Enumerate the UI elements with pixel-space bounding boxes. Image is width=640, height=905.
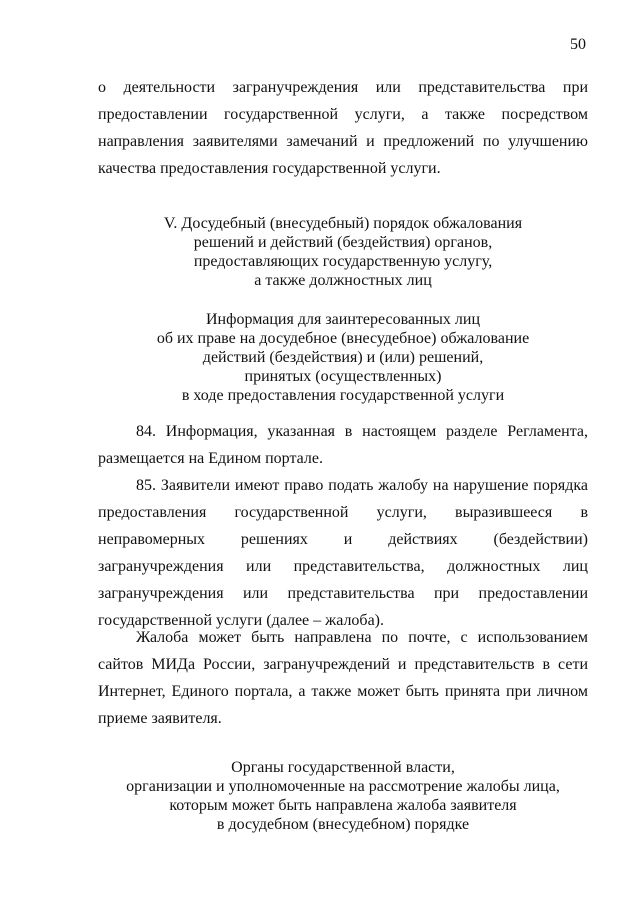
paragraph-85: 85. Заявители имеют право подать жалобу на нарушение порядка предоставления государственной услуги, выразившееся в неправомерных решениях и действиях (бездействии) загранучреждения или представительства, должностных лиц загранучреждения или представительства при предоставлении государственной услуги (далее – жалоба). xyxy=(98,477,588,629)
subheading-bodies-line: Органы государственной власти, xyxy=(231,759,455,776)
subheading-bodies-line: организации и уполномоченные на рассмотрение жалобы лица, xyxy=(126,778,560,795)
paragraph-complaint: Жалоба может быть направлена по почте, с использованием сайтов МИДа России, загранучреждений и представительств в сети Интернет, Единого портала, а также может быть принята при личном приеме заявителя. xyxy=(98,629,588,727)
paragraph-continuation: о деятельности загранучреждения или представительства при предоставлении государственной услуги, а также посредством направления заявителями замечаний и предложений по улучшению качества предоставления государственной услуги. xyxy=(98,79,588,177)
subheading-info-line: Информация для заинтересованных лиц xyxy=(206,311,480,328)
paragraph-block-top xyxy=(98,74,588,182)
page-number: 50 xyxy=(570,36,586,53)
subheading-info-line: в ходе предоставления государственной услуги xyxy=(181,387,505,404)
subheading-bodies xyxy=(98,758,588,834)
subheading-info-line: об их праве на досудебное (внесудебное) обжалование xyxy=(156,330,530,347)
paragraph-block-complaint xyxy=(98,624,588,732)
paragraph-84: 84. Информация, указанная в настоящем разделе Регламента, размещается на Едином портале. xyxy=(98,423,588,467)
section-heading-line: решений и действий (бездействия) органов, xyxy=(193,234,493,251)
section-heading-line: предоставляющих государственную услугу, xyxy=(193,253,493,270)
subheading-bodies-line: которым может быть направлена жалоба заявителя xyxy=(169,797,517,814)
section-heading-line: а также должностных лиц xyxy=(254,272,432,289)
section-heading xyxy=(98,214,588,290)
paragraph-block-middle xyxy=(98,418,588,634)
subheading-info xyxy=(98,310,588,405)
subheading-info-line: принятых (осуществленных) xyxy=(244,368,442,385)
subheading-info-line: действий (бездействия) и (или) решений, xyxy=(202,349,484,366)
section-heading-line: V. Досудебный (внесудебный) порядок обжалования xyxy=(163,215,523,232)
subheading-bodies-line: в досудебном (внесудебном) порядке xyxy=(216,816,470,833)
